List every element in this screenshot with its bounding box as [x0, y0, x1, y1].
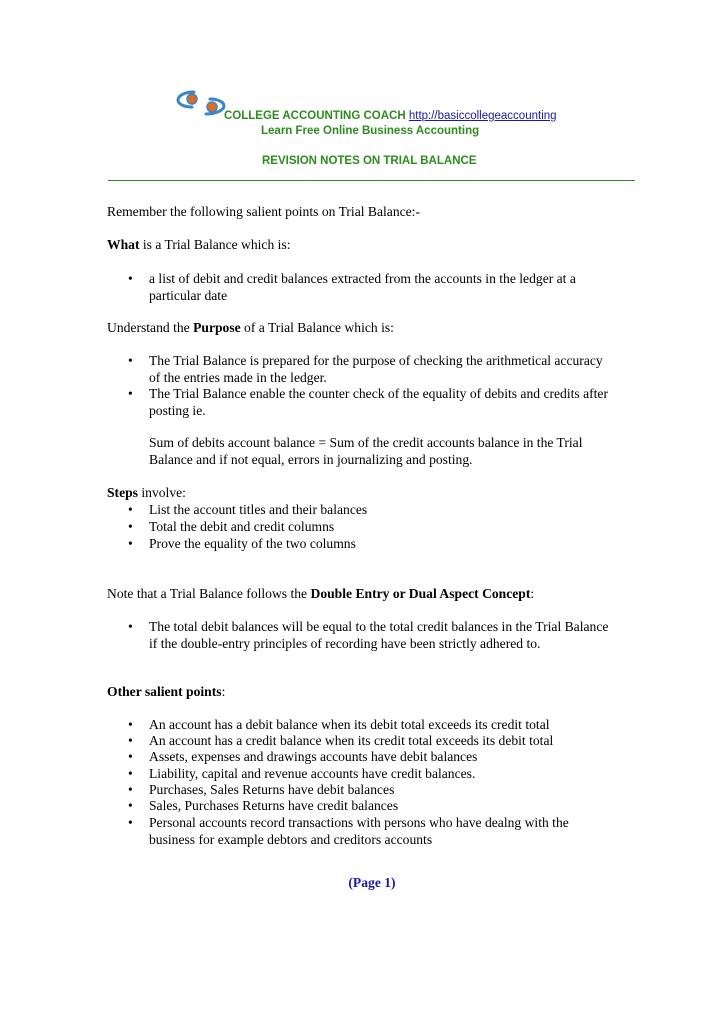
brand-name: COLLEGE ACCOUNTING COACH — [224, 110, 406, 122]
what-heading: What is a Trial Balance which is: — [107, 237, 291, 252]
note-heading: Note that a Trial Balance follows the Double Entry or Dual Aspect Concept: — [107, 586, 535, 601]
logo-icon — [176, 88, 226, 120]
title-divider — [108, 180, 635, 181]
steps-heading: Steps involve: — [107, 485, 186, 500]
intro-text: Remember the following salient points on Trial Balance:- — [107, 204, 420, 219]
site-link[interactable]: http://basiccollegeaccounting — [408, 110, 557, 122]
page-number: (Page 1) — [348, 875, 396, 890]
purpose-heading: Understand the Purpose of a Trial Balance which is: — [107, 320, 394, 335]
header-brand-line — [224, 110, 557, 122]
tagline: Learn Free Online Business Accounting — [261, 125, 480, 137]
equation-line-2: Balance and if not equal, errors in journalizing and posting. — [149, 452, 473, 467]
other-heading: Other salient points: — [107, 684, 226, 699]
document-page: COLLEGE ACCOUNTING COACH http://basiccollegeaccounting Learn Free Online Business Accounting REVISION NOTES ON TRIAL BALANCE Remember the following salient points on Trial Balance:- What is a Trial Balance which is: • a list of debit and credit balances extracted from the accounts in the ledger at a particular date Understand the Purpose of a Trial Balance which is: • The Trial Balance is prepared for the purpose of checking the arithmetical accuracy of the entries made in the ledger. • The Trial Balance enable the counter check of the equality of debits and credits after posting ie. Sum of debits account balance = Sum of the credit accounts balance in the Trial Balance and if not equal, errors in journalizing and posting. Steps involve: • List the account titles and their balances • Total the debit and credit columns • Prove the equality of the two columns Note that a Trial Balance follows the Double Entry or Dual Aspect Concept: • The total debit balances will be equal to the total credit balances in the Trial Balance if the double-entry principles of recording have been strictly adhered to. Other salient points: • An account has a debit balance when its debit total exceeds its credit total • An account has a credit balance when its credit total exceeds its debit total • Assets, expenses and drawings accounts have debit balances • Liability, capital and revenue accounts have credit balances. • Purchases, Sales Returns have debit balances • Sales, Purchases Returns have credit balances • Personal accounts record transactions with persons who have dealng with the business for example debtors and creditors accounts (Page 1) — [0, 0, 724, 1024]
doc-title: REVISION NOTES ON TRIAL BALANCE — [262, 155, 477, 167]
equation-line-1: Sum of debits account balance = Sum of the credit accounts balance in the Trial — [149, 435, 583, 450]
